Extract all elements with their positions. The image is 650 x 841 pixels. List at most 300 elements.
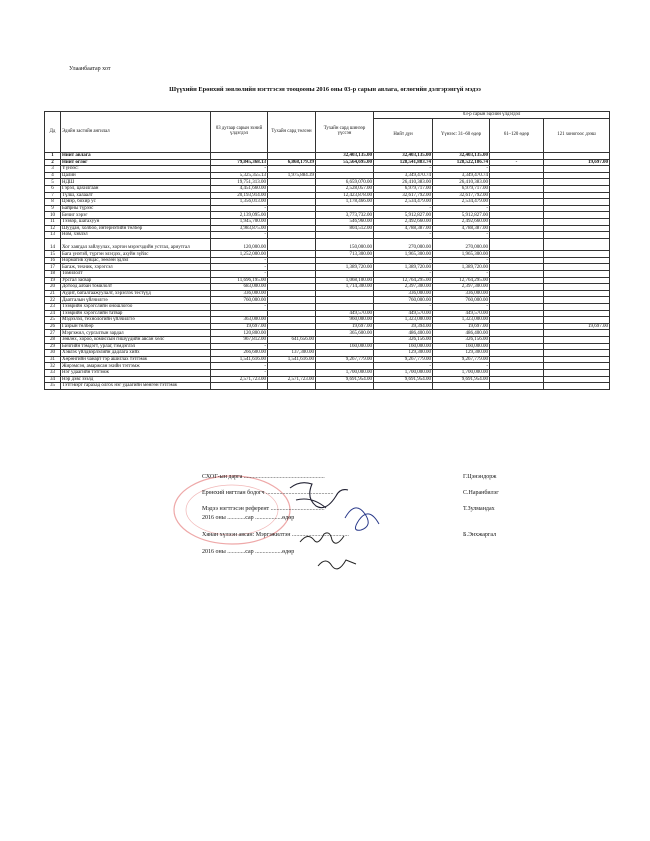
cell-d3 — [544, 264, 610, 271]
page-title: Шүүхийн Ерөнхий зөвлөлийн нэгтгэсэн тооцооны 2016 оны 03-р сарын авлага, өглөгийн дэлгэрэнгүй мэдээ — [169, 86, 481, 93]
cell-name: Тээвэр, шатахуун — [61, 218, 211, 225]
cell-d3 — [544, 336, 610, 343]
cell-d3: 19,697.00 — [544, 159, 610, 166]
cell-d2: - — [490, 159, 544, 166]
cell-total: 270,000.00 — [374, 238, 433, 251]
table-row — [45, 363, 610, 370]
cell-total: 760,000.00 — [374, 297, 433, 304]
cell-d2 — [490, 264, 544, 271]
cell-name: Тээврийн хэрэгслийн оношлогоо — [61, 303, 211, 310]
cell-d3 — [544, 317, 610, 324]
cell-no: 1 — [45, 153, 61, 160]
cell-name: Урсгал засвар — [61, 277, 211, 284]
cell-inc: 160,000.00 — [316, 343, 374, 350]
cell-d3 — [544, 218, 610, 225]
cell-name: НДШ — [61, 179, 211, 186]
table-row — [45, 264, 610, 271]
cell-d1: - — [433, 232, 490, 239]
table-row — [45, 323, 610, 330]
table-row — [45, 166, 610, 173]
table-row — [45, 172, 610, 179]
cell-d2 — [490, 284, 544, 291]
cell-total: - — [374, 166, 433, 173]
cell-no: 9 — [45, 205, 61, 212]
table-row — [45, 185, 610, 192]
sign-role-4: Хянан хүлээн авсан: Мэргэжилтэн ...................................... — [202, 532, 349, 538]
cell-inc — [316, 363, 374, 370]
cell-d3 — [544, 376, 610, 383]
cell-d1: 4,788,387.00 — [433, 225, 490, 232]
cell-total: 129,300.00 — [374, 350, 433, 357]
table-row — [45, 205, 610, 212]
table-row — [45, 192, 610, 199]
cell-d3 — [544, 343, 610, 350]
table-row — [45, 369, 610, 376]
cell-inc: 960,000.00 — [316, 317, 374, 324]
cell-d1: 1,389,720.00 — [433, 264, 490, 271]
cell-paid — [268, 205, 316, 212]
cell-name: Гэрэл, цахилгаан — [61, 185, 211, 192]
cell-inc: 19,697.00 — [316, 323, 374, 330]
cell-paid — [268, 185, 316, 192]
cell-name: Жирэмсэн, амаржсан эхийн тэтгэмж — [61, 363, 211, 370]
cell-beg — [211, 383, 268, 390]
table-row — [45, 218, 610, 225]
cell-d1: - — [433, 257, 490, 264]
cell-beg: - — [211, 205, 268, 212]
cell-total: - — [374, 257, 433, 264]
cell-no: 34 — [45, 376, 61, 383]
cell-d3 — [544, 166, 610, 173]
table-row — [45, 350, 610, 357]
cell-inc: 2,528,057.00 — [316, 185, 374, 192]
table-row — [45, 153, 610, 160]
cell-no: 7 — [45, 192, 61, 199]
cell-no: 17 — [45, 264, 61, 271]
cell-d3 — [544, 297, 610, 304]
cell-d1: 486,400.00 — [433, 330, 490, 337]
cell-no: 11 — [45, 218, 61, 225]
cell-paid — [268, 303, 316, 310]
cell-d1: 336,000.00 — [433, 290, 490, 297]
cell-paid — [268, 317, 316, 324]
cell-d1 — [433, 383, 490, 390]
cell-d3 — [544, 303, 610, 310]
cell-inc: 9,691,954.00 — [316, 376, 374, 383]
cell-d2 — [490, 323, 544, 330]
cell-paid: 137,300.00 — [268, 350, 316, 357]
cell-d3 — [544, 290, 610, 297]
cell-no: 19 — [45, 277, 61, 284]
signature-4-icon — [318, 560, 356, 569]
cell-d1: 2,397,300.00 — [433, 284, 490, 291]
cell-d3 — [544, 199, 610, 206]
cell-paid: 1,975,884.39 — [268, 172, 316, 179]
cell-beg: 266,600.00 — [211, 350, 268, 357]
cell-d3: 19,697.00 — [544, 323, 610, 330]
cell-total: 2,492,660.00 — [374, 218, 433, 225]
cell-inc — [316, 172, 374, 179]
report-table — [44, 111, 610, 390]
cell-inc: 12,423,878.00 — [316, 192, 374, 199]
cell-name: Нийт өглөг — [61, 159, 211, 166]
cell-paid — [268, 383, 316, 390]
cell-name: Зөвлөх, хороо, комиссын гишүүдийн авсан хөлс — [61, 336, 211, 343]
cell-d3 — [544, 330, 610, 337]
cell-name: Мэргэжил, сургалтын зардал — [61, 330, 211, 337]
table-row — [45, 330, 610, 337]
cell-beg: 20,193,914.00 — [211, 192, 268, 199]
cell-d3 — [544, 205, 610, 212]
cell-d3 — [544, 225, 610, 232]
cell-no: 35 — [45, 383, 61, 390]
cell-paid: 6,868,179.39 — [268, 159, 316, 166]
cell-total: - — [374, 363, 433, 370]
table-row — [45, 271, 610, 278]
cell-paid — [268, 323, 316, 330]
cell-d1: 9,691,954.00 — [433, 376, 490, 383]
cell-d1: 1,965,300.00 — [433, 251, 490, 258]
cell-paid — [268, 257, 316, 264]
cell-total: 1,700,000.00 — [374, 369, 433, 376]
cell-d1: - — [433, 363, 490, 370]
cell-paid — [268, 218, 316, 225]
cell-paid — [268, 179, 316, 186]
cell-d3 — [544, 277, 610, 284]
cell-inc — [316, 290, 374, 297]
cell-d1: 760,000.00 — [433, 297, 490, 304]
cell-no: 32 — [45, 363, 61, 370]
cell-total: 1,965,300.00 — [374, 251, 433, 258]
cell-total: - — [374, 303, 433, 310]
table-row — [45, 303, 610, 310]
table-row — [45, 225, 610, 232]
cell-inc: 150,000.00 — [316, 238, 374, 251]
cell-d2 — [490, 317, 544, 324]
cell-beg: - — [211, 303, 268, 310]
sign-name-3: Т.Зулмандах — [463, 506, 495, 512]
cell-inc: 449,570.00 — [316, 310, 374, 317]
cell-d3 — [544, 363, 610, 370]
cell-d1: 32,403,135.00 — [433, 153, 490, 160]
cell-d1: 5,912,827.00 — [433, 212, 490, 219]
cell-d3 — [544, 369, 610, 376]
col-header-d90: 61–120 өдөр — [490, 119, 544, 153]
cell-d1: 12,764,295.00 — [433, 277, 490, 284]
cell-d2 — [490, 238, 544, 251]
cell-d1: 19,697.00 — [433, 323, 490, 330]
cell-beg — [211, 153, 268, 160]
cell-beg: - — [211, 232, 268, 239]
cell-d1: - — [433, 205, 490, 212]
cell-no: 27 — [45, 330, 61, 337]
cell-name: Тээврийн хэрэгслийн татвар — [61, 310, 211, 317]
cell-name: Үүнээс: — [61, 166, 211, 173]
cell-d2 — [490, 290, 544, 297]
cell-paid — [268, 166, 316, 173]
cell-d2 — [490, 350, 544, 357]
cell-inc: 804,512.00 — [316, 225, 374, 232]
sign-name-4: Б.Энхжаргал — [463, 532, 497, 538]
cell-beg: - — [211, 369, 268, 376]
cell-d1: - — [433, 166, 490, 173]
col-header-d30: Үүнээс: 31–60 өдөр — [433, 119, 490, 153]
cell-name: Байрны түрээс — [61, 205, 211, 212]
cell-paid — [268, 343, 316, 350]
cell-beg: 4,451,660.00 — [211, 185, 268, 192]
cell-paid — [268, 271, 316, 278]
cell-no: 16 — [45, 257, 61, 264]
cell-d3 — [544, 257, 610, 264]
cell-paid — [268, 153, 316, 160]
table-row — [45, 212, 610, 219]
cell-d3 — [544, 212, 610, 219]
cell-paid — [268, 232, 316, 239]
cell-name: Мэдээлэл, технологийн үйлчилгээ — [61, 317, 211, 324]
cell-inc — [316, 257, 374, 264]
cell-no: 24 — [45, 310, 61, 317]
city-label: Улаанбаатар хот — [69, 66, 111, 72]
cell-d3 — [544, 251, 610, 258]
cell-d1: 26,410,383.00 — [433, 179, 490, 186]
cell-beg: 336,000.00 — [211, 290, 268, 297]
cell-inc: 546,960.00 — [316, 218, 374, 225]
cell-beg: 1,945,700.00 — [211, 218, 268, 225]
cell-paid: 2,571,723.00 — [268, 376, 316, 383]
cell-d1: 1,700,000.00 — [433, 369, 490, 376]
cell-beg: - — [211, 271, 268, 278]
table-row — [45, 297, 610, 304]
cell-inc — [316, 232, 374, 239]
cell-name: Бичгийн тэмдэгт, урлаг, тэмдэглэл — [61, 343, 211, 350]
cell-d2 — [490, 356, 544, 363]
cell-paid — [268, 284, 316, 291]
col-header-group: 03-р сарын эцсийн үлдэгдэл — [374, 112, 610, 119]
table-row — [45, 179, 610, 186]
cell-inc: 6,659,070.00 — [316, 179, 374, 186]
cell-d1: 2,534,479.00 — [433, 199, 490, 206]
table-row — [45, 257, 610, 264]
cell-d3 — [544, 356, 610, 363]
cell-beg: 1,541,616.00 — [211, 356, 268, 363]
cell-name: Даатгалын үйлчилгээ — [61, 297, 211, 304]
cell-inc — [316, 205, 374, 212]
cell-name: Хог хаягдал зайлуулах, хортон мэрэгчдийн устгал, ариутгал — [61, 238, 211, 251]
cell-beg: 11,696,195.00 — [211, 277, 268, 284]
sign-role-2: Ерөнхий нягтлан бодогч ............................................. — [202, 490, 334, 496]
cell-paid — [268, 290, 316, 297]
cell-d2 — [490, 212, 544, 219]
cell-name: Аудит, баталгаажуулалт, хэрэглэх тестүүд — [61, 290, 211, 297]
cell-paid — [268, 238, 316, 251]
cell-total: 3,349,470.74 — [374, 172, 433, 179]
cell-d1: - — [433, 303, 490, 310]
cell-total: 5,912,827.00 — [374, 212, 433, 219]
cell-inc: 1,178,466.00 — [316, 199, 374, 206]
sign-name-2: С.Наранбилэг — [463, 490, 499, 496]
cell-d2 — [490, 383, 544, 390]
cell-no: 4 — [45, 172, 61, 179]
cell-no: 2 — [45, 159, 61, 166]
cell-d2 — [490, 277, 544, 284]
cell-name: Газрын төлбөр — [61, 323, 211, 330]
cell-no: 18 — [45, 271, 61, 278]
cell-no: 29 — [45, 343, 61, 350]
cell-inc: 32,403,135.00 — [316, 153, 374, 160]
cell-d2 — [490, 232, 544, 239]
cell-total: 160,000.00 — [374, 343, 433, 350]
cell-inc: 713,300.00 — [316, 251, 374, 258]
table-row — [45, 336, 610, 343]
cell-total: 128,541,883.74 — [374, 159, 433, 166]
cell-total: 326,156.00 — [374, 336, 433, 343]
cell-d1: 32,617,792.00 — [433, 192, 490, 199]
table-row — [45, 159, 610, 166]
cell-d2 — [490, 179, 544, 186]
cell-paid — [268, 251, 316, 258]
cell-d2 — [490, 257, 544, 264]
table-row — [45, 238, 610, 251]
cell-inc — [316, 303, 374, 310]
signature-2-icon — [345, 508, 379, 530]
cell-paid — [268, 225, 316, 232]
cell-no: 3 — [45, 166, 61, 173]
cell-beg: 3,983,875.00 — [211, 225, 268, 232]
cell-d1: 449,570.00 — [433, 310, 490, 317]
cell-beg: 363,000.00 — [211, 317, 268, 324]
cell-d2 — [490, 330, 544, 337]
cell-no: 15 — [45, 251, 61, 258]
cell-name: Хэвлэх үйлдвэрлэлийн дадлага хийх — [61, 350, 211, 357]
cell-beg — [211, 310, 268, 317]
cell-beg: - — [211, 166, 268, 173]
cell-d1: 270,000.00 — [433, 238, 490, 251]
cell-name: Бага үнэтэй, түргэн элэгдэх, ахуйн зүйлс — [61, 251, 211, 258]
cell-d2 — [490, 166, 544, 173]
cell-d2 — [490, 369, 544, 376]
cell-paid — [268, 330, 316, 337]
cell-d2 — [490, 271, 544, 278]
cell-total: 4,788,387.00 — [374, 225, 433, 232]
cell-d2 — [490, 310, 544, 317]
cell-name: Тэтгэвэрт гарахад олгох нэг удаагийн мөнгөн тэтгэмж — [61, 383, 211, 390]
cell-no: 23 — [45, 303, 61, 310]
cell-d3 — [544, 271, 610, 278]
cell-paid — [268, 310, 316, 317]
cell-name: Нэг удаагийн тэтгэмж — [61, 369, 211, 376]
cell-beg: 19,751,313.00 — [211, 179, 268, 186]
cell-no: 25 — [45, 317, 61, 324]
col-header-paid: Тухайн сард төлсөн — [268, 112, 316, 153]
cell-no: 30 — [45, 350, 61, 357]
cell-paid: 641,656.00 — [268, 336, 316, 343]
cell-paid — [268, 212, 316, 219]
cell-no: 26 — [45, 323, 61, 330]
cell-paid — [268, 297, 316, 304]
cell-d2 — [490, 192, 544, 199]
cell-d1: 3,349,470.74 — [433, 172, 490, 179]
cell-d2 — [490, 336, 544, 343]
cell-paid — [268, 277, 316, 284]
cell-inc — [316, 350, 374, 357]
cell-total: 1,389,720.00 — [374, 264, 433, 271]
cell-total: 9,691,954.00 — [374, 376, 433, 383]
cell-total: 6,979,717.00 — [374, 185, 433, 192]
table-row — [45, 310, 610, 317]
cell-total: 486,400.00 — [374, 330, 433, 337]
cell-name: Цэвэр, бохир ус — [61, 199, 211, 206]
cell-d2 — [490, 185, 544, 192]
cell-total: 2,534,479.00 — [374, 199, 433, 206]
cell-no: 13 — [45, 232, 61, 239]
cell-inc: 9,267,779.00 — [316, 356, 374, 363]
cell-name: Томилолт — [61, 271, 211, 278]
cell-total: 26,410,383.00 — [374, 179, 433, 186]
cell-name: Багаж, техник, хэрэгсэл — [61, 264, 211, 271]
cell-d1: - — [433, 271, 490, 278]
cell-inc: 3,773,732.00 — [316, 212, 374, 219]
cell-d1: 6,979,717.00 — [433, 185, 490, 192]
cell-total: 12,764,295.00 — [374, 277, 433, 284]
col-header-incurred: Тухайн сард шинээр үүссэн — [316, 112, 374, 153]
cell-d2 — [490, 205, 544, 212]
cell-name: Нэр дэвс зээлд — [61, 376, 211, 383]
cell-inc: 55,564,695.00 — [316, 159, 374, 166]
col-header-name: Эдийн засгийн ангилал — [61, 112, 211, 153]
cell-beg: - — [211, 343, 268, 350]
table-row — [45, 232, 610, 239]
cell-inc: 1,700,000.00 — [316, 369, 374, 376]
cell-d1: 9,267,779.00 — [433, 356, 490, 363]
cell-total: - — [374, 271, 433, 278]
cell-d2 — [490, 303, 544, 310]
cell-d2 — [490, 251, 544, 258]
col-header-beg: 03 дугаар сарын эхний үлдэгдэл — [211, 112, 268, 153]
col-header-no: Дд — [45, 112, 61, 153]
table-row — [45, 251, 610, 258]
cell-no: 22 — [45, 297, 61, 304]
cell-name: Хөрөнгийн чанарт тэр ашиглах тэтгэмж — [61, 356, 211, 363]
cell-total: - — [374, 232, 433, 239]
cell-d3 — [544, 238, 610, 251]
cell-d2 — [490, 297, 544, 304]
cell-name: Шуудан, холбоо, интернэтийн төлбөр — [61, 225, 211, 232]
cell-no: 14 — [45, 238, 61, 251]
cell-d2 — [490, 343, 544, 350]
cell-no: 21 — [45, 290, 61, 297]
cell-beg: 120,000.00 — [211, 238, 268, 251]
cell-total: - — [374, 205, 433, 212]
sign-date-1: 2016 оны ............сар ..................өдөр — [202, 515, 295, 521]
cell-name: Бичиг хэрэг — [61, 212, 211, 219]
cell-d2 — [490, 218, 544, 225]
cell-inc — [316, 271, 374, 278]
cell-d3 — [544, 179, 610, 186]
cell-total: 32,403,135.00 — [374, 153, 433, 160]
cell-no: 33 — [45, 369, 61, 376]
cell-inc — [316, 297, 374, 304]
cell-paid: 1,541,616.00 — [268, 356, 316, 363]
table-row — [45, 343, 610, 350]
cell-no: 5 — [45, 179, 61, 186]
cell-total — [374, 383, 433, 390]
signature-block — [0, 470, 650, 590]
table-row — [45, 277, 610, 284]
cell-total: 2,397,300.00 — [374, 284, 433, 291]
table-row — [45, 383, 610, 390]
cell-d1: 2,492,660.00 — [433, 218, 490, 225]
cell-beg: 2,139,095.00 — [211, 212, 268, 219]
